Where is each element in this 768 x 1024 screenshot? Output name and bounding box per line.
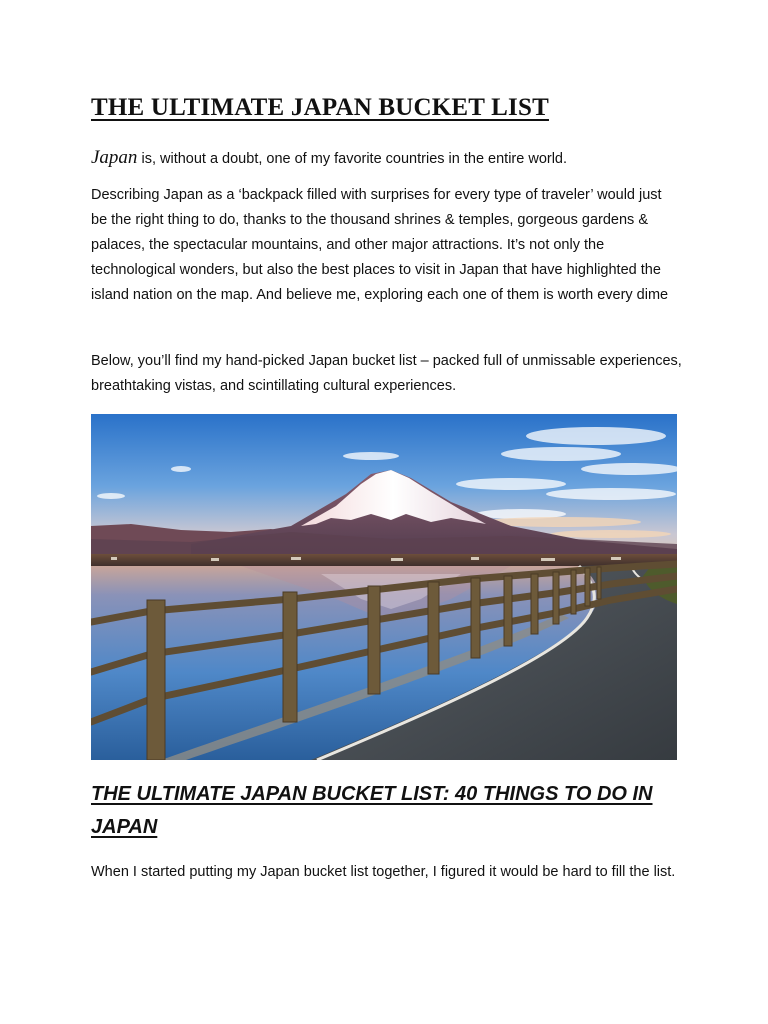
intro-lead-word: Japan [91, 147, 138, 168]
bucket-list-intro-paragraph: Below, you’ll find my hand-picked Japan bucket list – packed full of unmissable experiences, breathtaking vistas, and scintillating cultural experiences. [91, 353, 682, 394]
mount-fuji-photo [91, 414, 677, 760]
page-title: THE ULTIMATE JAPAN BUCKET LIST [91, 94, 549, 121]
intro-text: is, without a doubt, one of my favorite countries in the entire world. [137, 151, 568, 167]
section-heading: THE ULTIMATE JAPAN BUCKET LIST: 40 THINGS TO DO IN JAPAN [91, 783, 653, 838]
description-paragraph: Describing Japan as a ‘backpack filled with surprises for every type of traveler’ would just be the right thing to do, thanks to the thousand shrines & temples, gorgeous gardens & palaces, the spectacular mountains, and other major attractions. It’s not only the technological wonders, but also the best places to visit in Japan that have highlighted the island nation on the map. And believe me, exploring each one of them is worth every dime [91, 187, 669, 303]
intro-paragraph [91, 145, 691, 172]
section-paragraph: When I started putting my Japan bucket list together, I figured it would be hard to fill the list. [91, 864, 676, 880]
